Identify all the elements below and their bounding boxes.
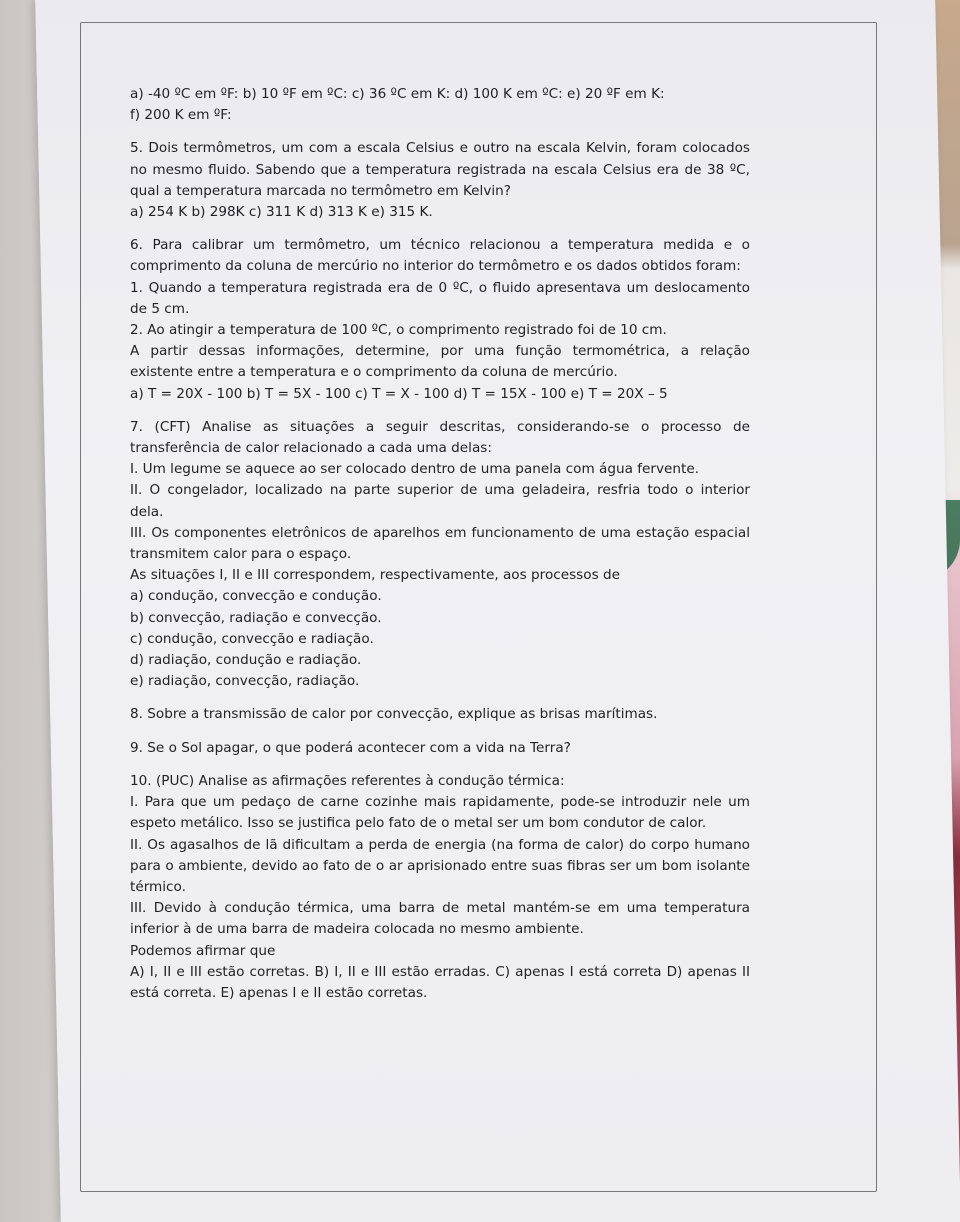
q6-item-1: 1. Quando a temperatura registrada era de 0 ºC, o fluido apresentava um deslocamento de 5 cm. <box>130 279 750 317</box>
q7-item-1: I. Um legume se aquece ao ser colocado dentro de uma panela com água fervente. <box>130 461 700 478</box>
q5-statement: 5. Dois termômetros, um com a escala Celsius e outro na escala Kelvin, foram colocados no mesmo fluido. Sabendo que a temperatura registrada na escala Celsius era de 38 ºC, qual a temperatura marcada no termômetro em Kelvin? <box>130 140 750 199</box>
q6-options: a) T = 20X - 100 b) T = 5X - 100 c) T = X - 100 d) T = 15X - 100 e) T = 20X – 5 <box>130 385 668 402</box>
q4-line-2: f) 200 K em ºF: <box>130 107 232 124</box>
question-10 <box>130 771 750 1004</box>
q6-item-2: 2. Ao atingir a temperatura de 100 ºC, o comprimento registrado foi de 10 cm. <box>130 322 667 339</box>
q7-option-c: c) condução, convecção e radiação. <box>130 630 374 647</box>
q6-question: A partir dessas informações, determine, por uma função termométrica, a relação existente entre a temperatura e o comprimento da coluna de mercúrio. <box>130 343 750 381</box>
q10-item-1: I. Para que um pedaço de carne cozinhe mais rapidamente, pode-se introduzir nele um espeto metálico. Isso se justifica pelo fato de o metal ser um bom condutor de calor. <box>130 794 750 832</box>
q7-option-d: d) radiação, condução e radiação. <box>130 652 362 669</box>
question-5 <box>130 138 750 223</box>
question-8 <box>130 704 750 725</box>
q8-statement: 8. Sobre a transmissão de calor por convecção, explique as brisas marítimas. <box>130 706 658 723</box>
q7-statement: 7. (CFT) Analise as situações a seguir descritas, considerando-se o processo de transferência de calor relacionado a cada uma delas: <box>130 418 750 457</box>
q10-item-3: III. Devido à condução térmica, uma barra de metal mantém-se em uma temperatura inferior à de uma barra de madeira colocada no mesmo ambiente. <box>130 900 750 938</box>
q10-item-2: II. Os agasalhos de lã dificultam a perda de energia (na forma de calor) do corpo humano para o ambiente, devido ao fato de o ar aprisionado entre suas fibras ser um bom isolante térmico. <box>130 836 750 895</box>
q10-statement: 10. (PUC) Analise as afirmações referentes à condução térmica: <box>130 772 565 789</box>
q5-options: a) 254 K b) 298K c) 311 K d) 313 K e) 315 K. <box>130 204 433 221</box>
q7-item-3: III. Os componentes eletrônicos de aparelhos em funcionamento de uma estação espacial transmitem calor para o espaço. <box>130 524 750 563</box>
worksheet-content <box>130 84 750 1004</box>
q4-line-1: a) -40 ºC em ºF: b) 10 ºF em ºC: c) 36 ºC em K: d) 100 K em ºC: e) 20 ºF em K: <box>130 86 665 102</box>
question-4 <box>130 84 750 126</box>
q10-lead: Podemos afirmar que <box>130 942 276 959</box>
q10-options: A) I, II e III estão corretas. B) I, II e III estão erradas. C) apenas I está correta D) apenas II está correta. E) apenas I e II estão corretas. <box>130 963 750 1001</box>
q7-option-b: b) convecção, radiação e convecção. <box>130 609 382 626</box>
q7-question: As situações I, II e III correspondem, respectivamente, aos processos de <box>130 567 620 584</box>
q7-option-e: e) radiação, convecção, radiação. <box>130 673 360 690</box>
q6-statement: 6. Para calibrar um termômetro, um técnico relacionou a temperatura medida e o comprimento da coluna de mercúrio no interior do termômetro e os dados obtidos foram: <box>130 237 750 275</box>
question-9 <box>130 738 750 759</box>
q7-item-2: II. O congelador, localizado na parte superior de uma geladeira, resfria todo o interior dela. <box>130 482 750 520</box>
question-6 <box>130 235 750 405</box>
q9-statement: 9. Se o Sol apagar, o que poderá acontecer com a vida na Terra? <box>130 739 571 756</box>
question-7 <box>130 417 750 693</box>
q7-option-a: a) condução, convecção e condução. <box>130 588 382 605</box>
